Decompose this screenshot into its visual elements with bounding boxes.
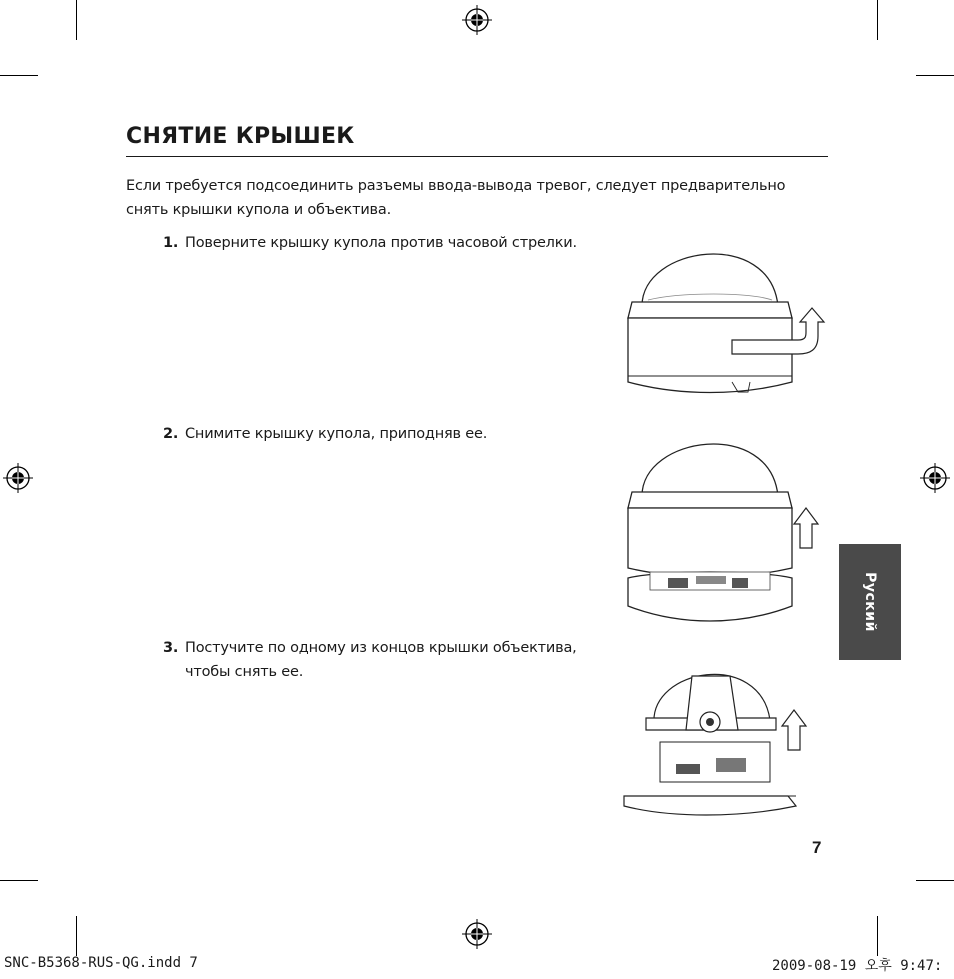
registration-mark-icon <box>462 5 492 35</box>
dome-lift-illustration <box>620 430 830 630</box>
title-divider <box>126 156 828 157</box>
crop-mark <box>76 916 77 956</box>
step-text: Снимите крышку купола, приподняв ее. <box>185 426 488 442</box>
crop-mark <box>0 880 38 881</box>
intro-paragraph: Если требуется подсоединить разъемы ввода-вывода тревог, следует предварительно снять крышки купола и объектива. <box>126 178 786 218</box>
crop-mark <box>877 916 878 956</box>
print-slug-filename: SNC-B5368-RUS-QG.indd 7 <box>4 955 198 971</box>
step-text: Поверните крышку купола против часовой стрелки. <box>185 235 577 251</box>
dome-rotate-illustration <box>620 240 830 400</box>
crop-mark <box>916 880 954 881</box>
registration-mark-icon <box>462 919 492 949</box>
step-number: 2. <box>163 426 179 442</box>
step-number: 1. <box>163 235 179 251</box>
crop-mark <box>916 75 954 76</box>
step-text: Постучите по одному из концов крышки объектива, чтобы снять ее. <box>185 640 577 680</box>
registration-mark-icon <box>3 463 33 493</box>
lens-cover-illustration <box>620 646 830 826</box>
print-slug-timestamp: 2009-08-19 오후 9:47: <box>772 958 943 974</box>
language-tab-label: Руский <box>862 572 878 632</box>
crop-mark <box>877 0 878 40</box>
page-number: 7 <box>812 838 822 857</box>
crop-mark <box>0 75 38 76</box>
page-title: СНЯТИЕ КРЫШЕК <box>126 124 355 149</box>
registration-mark-icon <box>920 463 950 493</box>
step-number: 3. <box>163 640 179 656</box>
crop-mark <box>76 0 77 40</box>
language-tab <box>839 544 901 660</box>
